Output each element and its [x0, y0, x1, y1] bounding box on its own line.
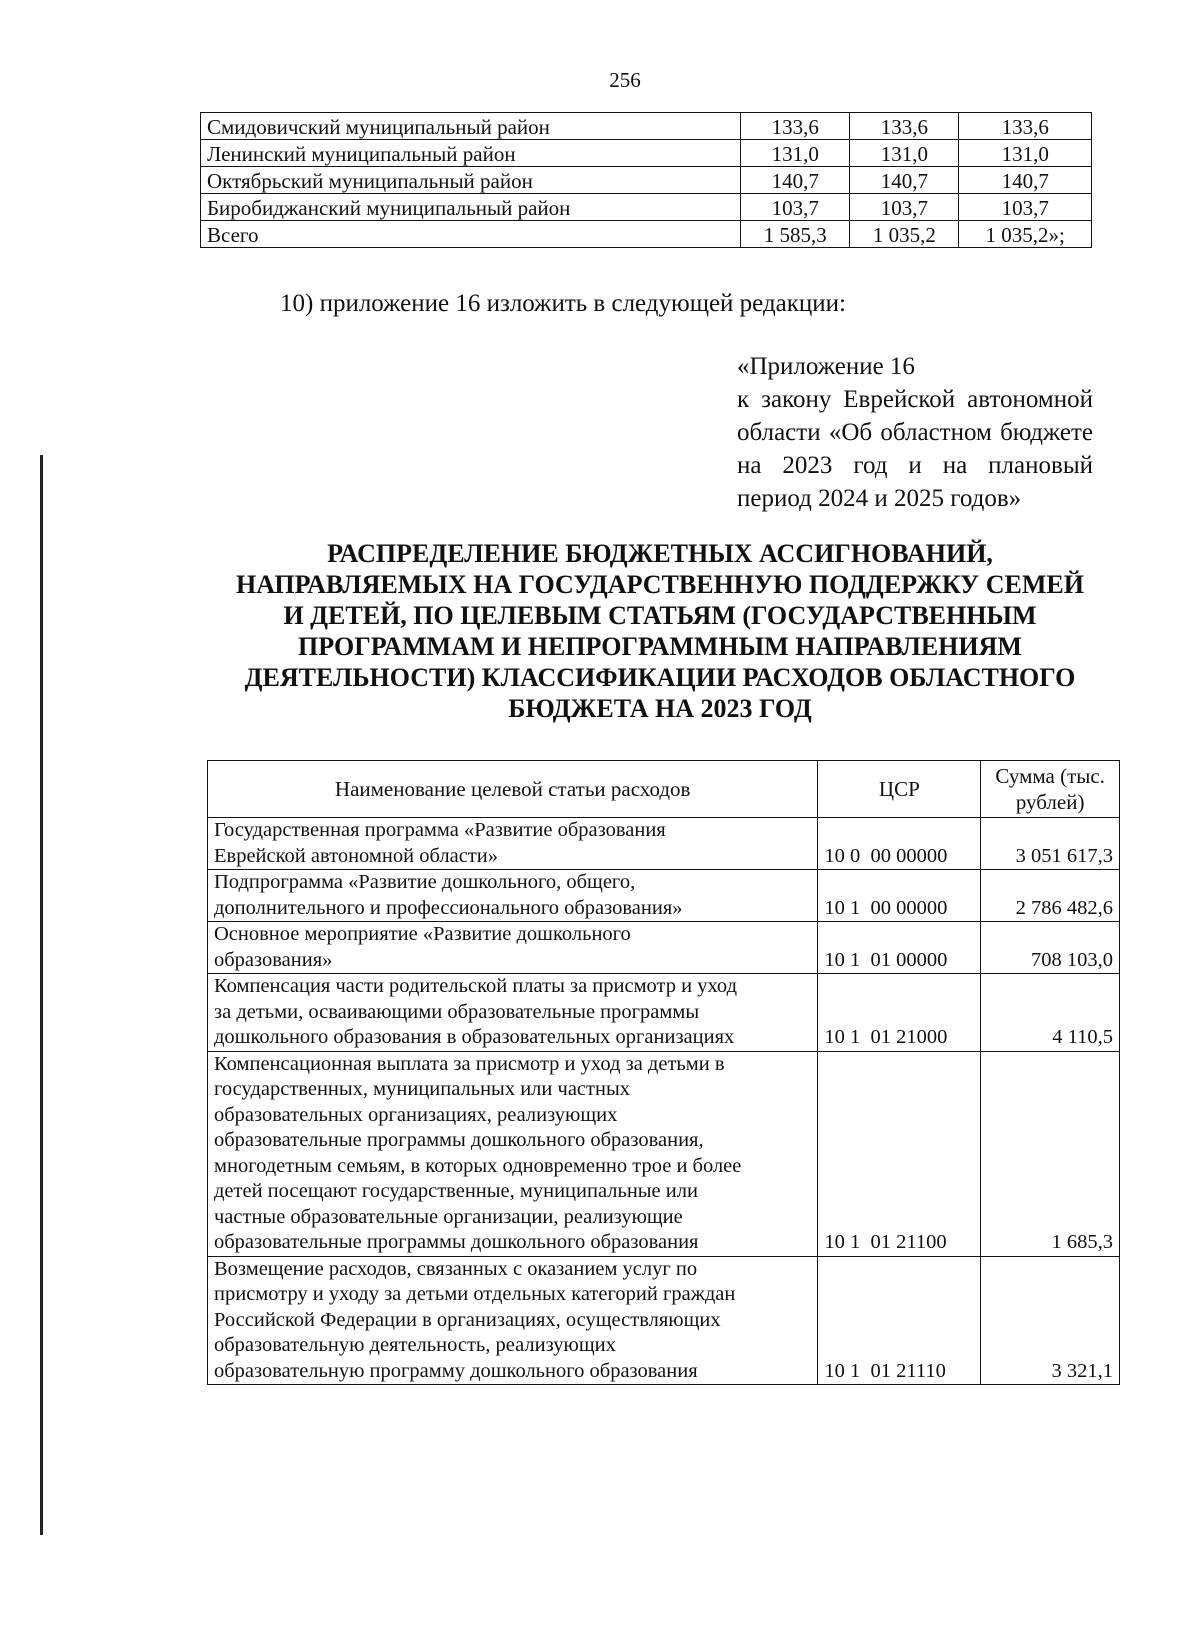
table-row	[208, 974, 1120, 1052]
expense-name-line: Российской Федерации в организациях, осуществляющих	[214, 1308, 721, 1331]
heading-line: ДЕЯТЕЛЬНОСТИ) КЛАССИФИКАЦИИ РАСХОДОВ ОБЛАСТНОГО	[244, 663, 1076, 692]
expense-name-line: Еврейской автономной области»	[214, 844, 498, 867]
expense-name	[208, 870, 818, 922]
csr-code: 10 1 00 00000	[818, 870, 981, 922]
csr-code: 10 1 01 21100	[818, 1051, 981, 1256]
expense-name	[208, 818, 818, 870]
csr-code: 10 1 01 00000	[818, 922, 981, 974]
district-name: Октябрьский муниципальный район	[201, 167, 741, 194]
expense-name-line: Подпрограмма «Развитие дошкольного, общего,	[214, 871, 636, 893]
district-name: Биробиджанский муниципальный район	[201, 194, 741, 221]
csr-code: 10 1 01 21110	[818, 1256, 981, 1385]
amount: 708 103,0	[981, 922, 1120, 974]
csr-code: 10 0 00 00000	[818, 818, 981, 870]
header-code: ЦСР	[818, 761, 981, 818]
expense-name-line: присмотру и уходу за детьми отдельных категорий граждан	[214, 1283, 736, 1305]
appendix-line: период 2024 и 2025 годов»	[737, 485, 1022, 512]
expense-name-line: образовательные программы дошкольного образования,	[214, 1129, 704, 1151]
value-cell: 103,7	[959, 194, 1092, 221]
expense-name-line: образовательную деятельность, реализующих	[214, 1334, 616, 1356]
table-row	[201, 221, 1092, 248]
expense-name-line: Возмещение расходов, связанных с оказанием услуг по	[214, 1257, 698, 1280]
table-row	[208, 922, 1120, 974]
value-cell: 133,6	[959, 113, 1092, 140]
margin-line	[40, 455, 43, 1535]
expense-name	[208, 922, 818, 974]
table-header-row	[208, 761, 1120, 818]
expense-name	[208, 1256, 818, 1385]
heading-line: БЮДЖЕТА НА 2023 ГОД	[508, 694, 812, 723]
value-cell: 140,7	[959, 167, 1092, 194]
csr-code: 10 1 01 21000	[818, 974, 981, 1052]
expense-name	[208, 1051, 818, 1256]
amount: 3 321,1	[981, 1256, 1120, 1385]
expense-name-line: образовательную программу дошкольного образования	[214, 1359, 698, 1382]
expense-name-line: детей посещают государственные, муниципальные или	[214, 1180, 698, 1202]
table-row	[208, 1256, 1120, 1385]
value-cell: 140,7	[741, 167, 850, 194]
expense-name-line: частные образовательные организации, реализующие	[214, 1205, 683, 1228]
value-cell: 103,7	[850, 194, 959, 221]
district-name: Всего	[201, 221, 741, 248]
table-row	[201, 167, 1092, 194]
appendix-note	[737, 350, 1093, 515]
value-cell: 131,0	[959, 140, 1092, 167]
amount: 3 051 617,3	[981, 818, 1120, 870]
district-table	[200, 112, 1092, 248]
value-cell: 103,7	[741, 194, 850, 221]
value-cell: 131,0	[850, 140, 959, 167]
appendix-line: на 2023 год и на плановый	[737, 452, 1093, 479]
expense-name-line: образовательных организациях, реализующих	[214, 1103, 618, 1126]
header-sum-line: Сумма (тыс.	[995, 764, 1105, 788]
expense-name-line: дошкольного образования в образовательных организациях	[214, 1026, 735, 1048]
heading-line: РАСПРЕДЕЛЕНИЕ БЮДЖЕТНЫХ АССИГНОВАНИЙ,	[327, 539, 993, 568]
district-name: Ленинский муниципальный район	[201, 140, 741, 167]
expense-name-line: Компенсация части родительской платы за присмотр и уход	[214, 975, 738, 997]
heading-line: НАПРАВЛЯЕМЫХ НА ГОСУДАРСТВЕННУЮ ПОДДЕРЖКУ СЕМЕЙ	[236, 570, 1084, 599]
expense-name-line: образовательные программы дошкольного образования	[214, 1231, 699, 1253]
appendix-line: «Приложение 16	[737, 353, 915, 380]
district-name: Смидовичский муниципальный район	[201, 113, 741, 140]
amendment-text: 10) приложение 16 изложить в следующей редакции:	[280, 290, 846, 317]
value-cell: 1 585,3	[741, 221, 850, 248]
amount: 4 110,5	[981, 974, 1120, 1052]
page-number: 256	[609, 68, 641, 92]
expense-name-line: многодетным семьям, в которых одновременно трое и более	[214, 1154, 742, 1177]
value-cell: 131,0	[741, 140, 850, 167]
expense-name-line: Компенсационная выплата за присмотр и уход за детьми в	[214, 1052, 725, 1075]
table-row	[201, 113, 1092, 140]
expense-name	[208, 974, 818, 1052]
table-row	[208, 818, 1120, 870]
expense-name-line: за детьми, осваивающими образовательные программы	[214, 1000, 700, 1023]
value-cell: 133,6	[850, 113, 959, 140]
amount: 2 786 482,6	[981, 870, 1120, 922]
heading-line: И ДЕТЕЙ, ПО ЦЕЛЕВЫМ СТАТЬЯМ (ГОСУДАРСТВЕННЫМ	[283, 601, 1037, 630]
table-row	[201, 140, 1092, 167]
expense-name-line: государственных, муниципальных или частных	[214, 1078, 630, 1100]
expense-name-line: образования»	[214, 948, 333, 971]
header-name: Наименование целевой статьи расходов	[208, 761, 818, 818]
value-cell: 133,6	[741, 113, 850, 140]
budget-table	[207, 760, 1120, 1385]
expense-name-line: дополнительного и профессионального образования»	[214, 896, 683, 919]
appendix-line: области «Об областном бюджете	[737, 419, 1093, 446]
table-row	[201, 194, 1092, 221]
document-heading	[200, 538, 1120, 724]
value-cell: 140,7	[850, 167, 959, 194]
header-sum-line: рублей)	[1015, 790, 1085, 814]
header-sum	[981, 761, 1120, 818]
table-row	[208, 1051, 1120, 1256]
amount: 1 685,3	[981, 1051, 1120, 1256]
value-cell: 1 035,2»;	[959, 221, 1092, 248]
appendix-line: к закону Еврейской автономной	[737, 386, 1093, 413]
table-row	[208, 870, 1120, 922]
value-cell: 1 035,2	[850, 221, 959, 248]
expense-name-line: Государственная программа «Развитие образования	[214, 819, 666, 841]
expense-name-line: Основное мероприятие «Развитие дошкольного	[214, 923, 631, 945]
heading-line: ПРОГРАММАМ И НЕПРОГРАММНЫМ НАПРАВЛЕНИЯМ	[298, 632, 1022, 661]
